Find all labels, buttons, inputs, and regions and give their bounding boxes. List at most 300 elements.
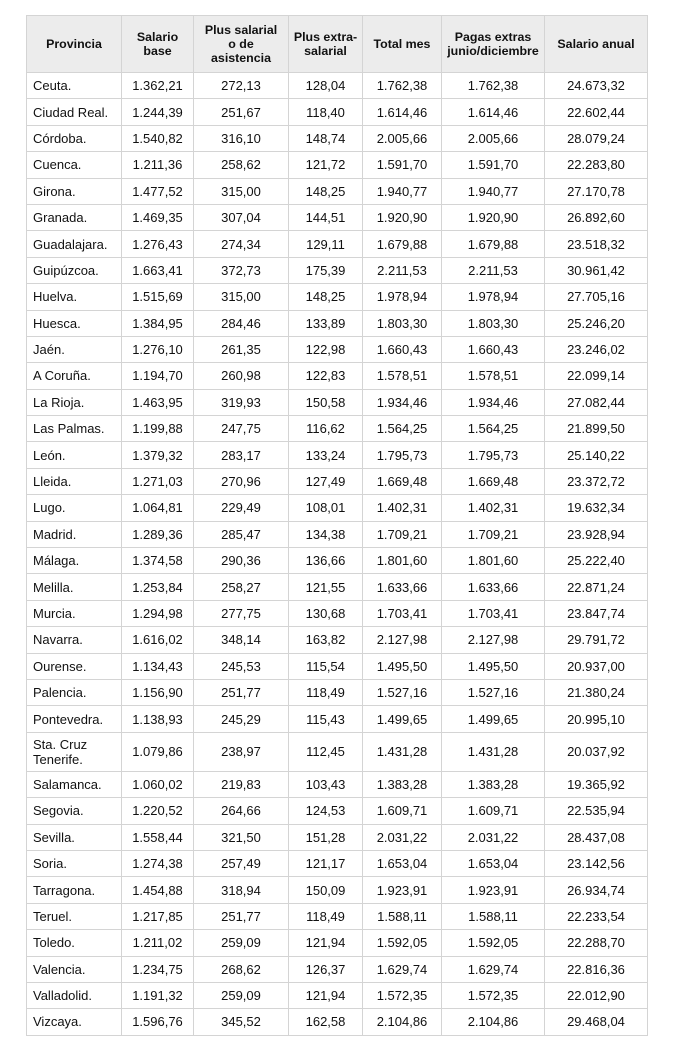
cell-plus-extrasalarial: 108,01: [289, 495, 363, 521]
cell-plus-extrasalarial: 121,17: [289, 850, 363, 876]
cell-total-mes: 1.614,46: [363, 99, 442, 125]
cell-salario-base: 1.199,88: [122, 416, 194, 442]
cell-plus-salarial: 261,35: [194, 336, 289, 362]
cell-pagas-extras: 1.591,70: [442, 152, 545, 178]
cell-total-mes: 1.679,88: [363, 231, 442, 257]
province-cell: Córdoba.: [27, 125, 122, 151]
cell-pagas-extras: 1.431,28: [442, 732, 545, 771]
cell-plus-salarial: 245,29: [194, 706, 289, 732]
table-row: [27, 416, 648, 442]
table-row: [27, 706, 648, 732]
table-row: [27, 99, 648, 125]
province-cell: Tarragona.: [27, 877, 122, 903]
cell-salario-base: 1.253,84: [122, 574, 194, 600]
table-row: [27, 903, 648, 929]
cell-salario-base: 1.477,52: [122, 178, 194, 204]
cell-plus-salarial: 245,53: [194, 653, 289, 679]
cell-salario-anual: 22.099,14: [545, 363, 648, 389]
table-row: [27, 73, 648, 99]
cell-salario-base: 1.379,32: [122, 442, 194, 468]
province-cell: Melilla.: [27, 574, 122, 600]
table-row: [27, 548, 648, 574]
cell-pagas-extras: 1.527,16: [442, 679, 545, 705]
cell-pagas-extras: 1.499,65: [442, 706, 545, 732]
salary-table: [26, 15, 648, 1036]
column-header-total-mes: Total mes: [363, 16, 442, 73]
cell-plus-salarial: 259,09: [194, 982, 289, 1008]
cell-plus-extrasalarial: 133,24: [289, 442, 363, 468]
cell-pagas-extras: 1.592,05: [442, 930, 545, 956]
table-row: [27, 495, 648, 521]
cell-plus-salarial: 316,10: [194, 125, 289, 151]
cell-plus-salarial: 318,94: [194, 877, 289, 903]
cell-plus-extrasalarial: 115,54: [289, 653, 363, 679]
table-row: [27, 257, 648, 283]
cell-salario-base: 1.138,93: [122, 706, 194, 732]
cell-salario-base: 1.274,38: [122, 850, 194, 876]
cell-salario-base: 1.374,58: [122, 548, 194, 574]
province-cell: Granada.: [27, 204, 122, 230]
table-row: [27, 956, 648, 982]
province-cell: Girona.: [27, 178, 122, 204]
cell-salario-base: 1.217,85: [122, 903, 194, 929]
cell-salario-base: 1.663,41: [122, 257, 194, 283]
cell-plus-salarial: 251,77: [194, 903, 289, 929]
province-cell: Ourense.: [27, 653, 122, 679]
province-cell: Vizcaya.: [27, 1009, 122, 1035]
province-cell: Huelva.: [27, 284, 122, 310]
table-row: [27, 679, 648, 705]
table-body: [27, 73, 648, 1036]
cell-salario-base: 1.220,52: [122, 798, 194, 824]
cell-plus-extrasalarial: 121,94: [289, 982, 363, 1008]
cell-plus-extrasalarial: 103,43: [289, 771, 363, 797]
province-cell: Huesca.: [27, 310, 122, 336]
cell-salario-anual: 20.937,00: [545, 653, 648, 679]
province-cell: Valencia.: [27, 956, 122, 982]
table-row: [27, 521, 648, 547]
column-header-pagas-extras: Pagas extras junio/diciembre: [442, 16, 545, 73]
cell-total-mes: 1.978,94: [363, 284, 442, 310]
province-cell: Guipúzcoa.: [27, 257, 122, 283]
cell-total-mes: 1.495,50: [363, 653, 442, 679]
province-cell: Teruel.: [27, 903, 122, 929]
table-row: [27, 125, 648, 151]
province-cell: Málaga.: [27, 548, 122, 574]
cell-salario-base: 1.194,70: [122, 363, 194, 389]
cell-total-mes: 1.564,25: [363, 416, 442, 442]
cell-total-mes: 1.803,30: [363, 310, 442, 336]
province-cell: A Coruña.: [27, 363, 122, 389]
cell-total-mes: 1.591,70: [363, 152, 442, 178]
cell-salario-base: 1.515,69: [122, 284, 194, 310]
cell-total-mes: 1.703,41: [363, 600, 442, 626]
table-row: [27, 336, 648, 362]
cell-plus-salarial: 274,34: [194, 231, 289, 257]
cell-salario-anual: 30.961,42: [545, 257, 648, 283]
cell-salario-anual: 27.082,44: [545, 389, 648, 415]
cell-total-mes: 1.609,71: [363, 798, 442, 824]
cell-total-mes: 1.923,91: [363, 877, 442, 903]
cell-plus-salarial: 229,49: [194, 495, 289, 521]
cell-salario-anual: 24.673,32: [545, 73, 648, 99]
cell-pagas-extras: 2.211,53: [442, 257, 545, 283]
cell-plus-salarial: 258,62: [194, 152, 289, 178]
cell-salario-base: 1.463,95: [122, 389, 194, 415]
table-row: [27, 850, 648, 876]
cell-plus-salarial: 260,98: [194, 363, 289, 389]
cell-plus-salarial: 258,27: [194, 574, 289, 600]
table-row: [27, 930, 648, 956]
cell-salario-anual: 19.632,34: [545, 495, 648, 521]
cell-total-mes: 1.633,66: [363, 574, 442, 600]
cell-salario-anual: 25.140,22: [545, 442, 648, 468]
table-row: [27, 1009, 648, 1035]
column-header-provincia: Provincia: [27, 16, 122, 73]
cell-salario-base: 1.211,02: [122, 930, 194, 956]
cell-salario-anual: 22.535,94: [545, 798, 648, 824]
cell-plus-extrasalarial: 175,39: [289, 257, 363, 283]
column-header-plus-extrasalarial: Plus extra- salarial: [289, 16, 363, 73]
cell-plus-salarial: 348,14: [194, 627, 289, 653]
table-row: [27, 627, 648, 653]
table-row: [27, 771, 648, 797]
cell-salario-anual: 26.934,74: [545, 877, 648, 903]
cell-salario-base: 1.616,02: [122, 627, 194, 653]
cell-salario-anual: 28.079,24: [545, 125, 648, 151]
province-cell: Sta. Cruz Tenerife.: [27, 732, 122, 771]
cell-total-mes: 1.592,05: [363, 930, 442, 956]
cell-pagas-extras: 1.495,50: [442, 653, 545, 679]
cell-salario-anual: 21.380,24: [545, 679, 648, 705]
table-row: [27, 389, 648, 415]
cell-salario-anual: 25.222,40: [545, 548, 648, 574]
column-header-salario-anual: Salario anual: [545, 16, 648, 73]
cell-plus-extrasalarial: 115,43: [289, 706, 363, 732]
cell-pagas-extras: 1.633,66: [442, 574, 545, 600]
cell-pagas-extras: 2.104,86: [442, 1009, 545, 1035]
cell-salario-anual: 23.142,56: [545, 850, 648, 876]
header-row: [27, 16, 648, 73]
cell-plus-salarial: 315,00: [194, 178, 289, 204]
cell-total-mes: 1.709,21: [363, 521, 442, 547]
column-header-salario-base: Salario base: [122, 16, 194, 73]
province-cell: Soria.: [27, 850, 122, 876]
cell-salario-base: 1.362,21: [122, 73, 194, 99]
cell-plus-extrasalarial: 162,58: [289, 1009, 363, 1035]
cell-salario-base: 1.294,98: [122, 600, 194, 626]
cell-salario-anual: 20.037,92: [545, 732, 648, 771]
cell-salario-base: 1.276,10: [122, 336, 194, 362]
table-row: [27, 732, 648, 771]
cell-pagas-extras: 1.402,31: [442, 495, 545, 521]
cell-salario-anual: 22.816,36: [545, 956, 648, 982]
province-cell: Pontevedra.: [27, 706, 122, 732]
salary-table-container: [26, 15, 647, 1036]
cell-salario-base: 1.064,81: [122, 495, 194, 521]
cell-plus-salarial: 259,09: [194, 930, 289, 956]
cell-plus-extrasalarial: 163,82: [289, 627, 363, 653]
province-cell: Madrid.: [27, 521, 122, 547]
cell-plus-extrasalarial: 150,09: [289, 877, 363, 903]
cell-plus-salarial: 321,50: [194, 824, 289, 850]
cell-salario-base: 1.191,32: [122, 982, 194, 1008]
cell-salario-base: 1.596,76: [122, 1009, 194, 1035]
cell-plus-extrasalarial: 118,49: [289, 903, 363, 929]
province-cell: Lugo.: [27, 495, 122, 521]
cell-total-mes: 1.499,65: [363, 706, 442, 732]
cell-pagas-extras: 1.614,46: [442, 99, 545, 125]
cell-plus-salarial: 283,17: [194, 442, 289, 468]
table-row: [27, 798, 648, 824]
cell-total-mes: 1.795,73: [363, 442, 442, 468]
cell-total-mes: 1.629,74: [363, 956, 442, 982]
cell-total-mes: 1.527,16: [363, 679, 442, 705]
table-row: [27, 982, 648, 1008]
cell-total-mes: 1.762,38: [363, 73, 442, 99]
cell-salario-base: 1.060,02: [122, 771, 194, 797]
cell-pagas-extras: 1.653,04: [442, 850, 545, 876]
table-row: [27, 310, 648, 336]
table-row: [27, 877, 648, 903]
province-cell: Cuenca.: [27, 152, 122, 178]
table-row: [27, 152, 648, 178]
cell-pagas-extras: 1.679,88: [442, 231, 545, 257]
cell-plus-extrasalarial: 130,68: [289, 600, 363, 626]
cell-plus-salarial: 284,46: [194, 310, 289, 336]
cell-plus-salarial: 277,75: [194, 600, 289, 626]
cell-salario-base: 1.469,35: [122, 204, 194, 230]
cell-plus-extrasalarial: 134,38: [289, 521, 363, 547]
province-cell: Sevilla.: [27, 824, 122, 850]
cell-pagas-extras: 1.703,41: [442, 600, 545, 626]
cell-pagas-extras: 1.795,73: [442, 442, 545, 468]
cell-total-mes: 1.588,11: [363, 903, 442, 929]
cell-plus-extrasalarial: 124,53: [289, 798, 363, 824]
cell-plus-salarial: 219,83: [194, 771, 289, 797]
cell-pagas-extras: 1.660,43: [442, 336, 545, 362]
cell-plus-salarial: 272,13: [194, 73, 289, 99]
cell-pagas-extras: 1.978,94: [442, 284, 545, 310]
cell-salario-base: 1.271,03: [122, 468, 194, 494]
cell-plus-salarial: 307,04: [194, 204, 289, 230]
cell-salario-base: 1.540,82: [122, 125, 194, 151]
cell-plus-extrasalarial: 128,04: [289, 73, 363, 99]
cell-salario-anual: 22.602,44: [545, 99, 648, 125]
cell-plus-salarial: 251,77: [194, 679, 289, 705]
province-cell: Salamanca.: [27, 771, 122, 797]
cell-plus-salarial: 319,93: [194, 389, 289, 415]
cell-plus-salarial: 345,52: [194, 1009, 289, 1035]
cell-salario-base: 1.079,86: [122, 732, 194, 771]
province-cell: Guadalajara.: [27, 231, 122, 257]
cell-salario-anual: 29.468,04: [545, 1009, 648, 1035]
cell-plus-extrasalarial: 148,74: [289, 125, 363, 151]
cell-salario-base: 1.211,36: [122, 152, 194, 178]
cell-total-mes: 1.578,51: [363, 363, 442, 389]
table-row: [27, 231, 648, 257]
cell-plus-extrasalarial: 122,98: [289, 336, 363, 362]
cell-salario-anual: 23.246,02: [545, 336, 648, 362]
cell-pagas-extras: 1.572,35: [442, 982, 545, 1008]
cell-salario-anual: 22.012,90: [545, 982, 648, 1008]
cell-salario-anual: 27.170,78: [545, 178, 648, 204]
province-cell: Toledo.: [27, 930, 122, 956]
cell-pagas-extras: 2.127,98: [442, 627, 545, 653]
cell-plus-extrasalarial: 144,51: [289, 204, 363, 230]
cell-salario-anual: 22.233,54: [545, 903, 648, 929]
table-row: [27, 178, 648, 204]
cell-plus-extrasalarial: 121,72: [289, 152, 363, 178]
cell-pagas-extras: 1.609,71: [442, 798, 545, 824]
cell-salario-base: 1.276,43: [122, 231, 194, 257]
cell-total-mes: 2.031,22: [363, 824, 442, 850]
cell-pagas-extras: 1.801,60: [442, 548, 545, 574]
cell-pagas-extras: 1.383,28: [442, 771, 545, 797]
cell-plus-salarial: 372,73: [194, 257, 289, 283]
province-cell: Navarra.: [27, 627, 122, 653]
cell-salario-anual: 29.791,72: [545, 627, 648, 653]
cell-total-mes: 1.934,46: [363, 389, 442, 415]
cell-pagas-extras: 1.803,30: [442, 310, 545, 336]
cell-salario-base: 1.156,90: [122, 679, 194, 705]
cell-salario-anual: 23.847,74: [545, 600, 648, 626]
cell-plus-extrasalarial: 118,40: [289, 99, 363, 125]
column-header-plus-salarial: Plus salarial o de asistencia: [194, 16, 289, 73]
cell-salario-base: 1.289,36: [122, 521, 194, 547]
cell-plus-extrasalarial: 148,25: [289, 284, 363, 310]
cell-salario-anual: 26.892,60: [545, 204, 648, 230]
province-cell: Ceuta.: [27, 73, 122, 99]
cell-plus-extrasalarial: 150,58: [289, 389, 363, 415]
cell-pagas-extras: 1.578,51: [442, 363, 545, 389]
cell-salario-anual: 23.928,94: [545, 521, 648, 547]
cell-plus-extrasalarial: 129,11: [289, 231, 363, 257]
table-row: [27, 574, 648, 600]
table-row: [27, 653, 648, 679]
cell-total-mes: 2.005,66: [363, 125, 442, 151]
province-cell: Valladolid.: [27, 982, 122, 1008]
cell-salario-base: 1.244,39: [122, 99, 194, 125]
cell-salario-base: 1.558,44: [122, 824, 194, 850]
cell-pagas-extras: 1.564,25: [442, 416, 545, 442]
cell-salario-anual: 23.518,32: [545, 231, 648, 257]
cell-plus-extrasalarial: 151,28: [289, 824, 363, 850]
cell-plus-extrasalarial: 121,94: [289, 930, 363, 956]
cell-total-mes: 1.383,28: [363, 771, 442, 797]
cell-total-mes: 1.431,28: [363, 732, 442, 771]
province-cell: La Rioja.: [27, 389, 122, 415]
cell-pagas-extras: 2.005,66: [442, 125, 545, 151]
cell-plus-extrasalarial: 148,25: [289, 178, 363, 204]
cell-pagas-extras: 1.940,77: [442, 178, 545, 204]
cell-plus-extrasalarial: 118,49: [289, 679, 363, 705]
cell-total-mes: 2.127,98: [363, 627, 442, 653]
cell-total-mes: 1.572,35: [363, 982, 442, 1008]
cell-salario-anual: 28.437,08: [545, 824, 648, 850]
cell-total-mes: 1.801,60: [363, 548, 442, 574]
cell-plus-extrasalarial: 127,49: [289, 468, 363, 494]
cell-salario-base: 1.454,88: [122, 877, 194, 903]
cell-pagas-extras: 1.669,48: [442, 468, 545, 494]
cell-plus-extrasalarial: 133,89: [289, 310, 363, 336]
province-cell: Las Palmas.: [27, 416, 122, 442]
cell-plus-salarial: 285,47: [194, 521, 289, 547]
cell-plus-salarial: 268,62: [194, 956, 289, 982]
province-cell: León.: [27, 442, 122, 468]
cell-plus-salarial: 270,96: [194, 468, 289, 494]
province-cell: Lleida.: [27, 468, 122, 494]
cell-total-mes: 1.402,31: [363, 495, 442, 521]
province-cell: Ciudad Real.: [27, 99, 122, 125]
province-cell: Jaén.: [27, 336, 122, 362]
table-row: [27, 204, 648, 230]
cell-plus-salarial: 247,75: [194, 416, 289, 442]
cell-pagas-extras: 1.762,38: [442, 73, 545, 99]
cell-plus-salarial: 315,00: [194, 284, 289, 310]
cell-total-mes: 1.653,04: [363, 850, 442, 876]
table-row: [27, 468, 648, 494]
cell-salario-anual: 20.995,10: [545, 706, 648, 732]
cell-pagas-extras: 2.031,22: [442, 824, 545, 850]
cell-total-mes: 1.669,48: [363, 468, 442, 494]
cell-total-mes: 1.920,90: [363, 204, 442, 230]
cell-plus-extrasalarial: 112,45: [289, 732, 363, 771]
cell-salario-anual: 23.372,72: [545, 468, 648, 494]
province-cell: Murcia.: [27, 600, 122, 626]
cell-salario-anual: 22.283,80: [545, 152, 648, 178]
cell-plus-salarial: 264,66: [194, 798, 289, 824]
province-cell: Palencia.: [27, 679, 122, 705]
cell-salario-base: 1.384,95: [122, 310, 194, 336]
cell-total-mes: 1.660,43: [363, 336, 442, 362]
cell-plus-salarial: 251,67: [194, 99, 289, 125]
cell-pagas-extras: 1.920,90: [442, 204, 545, 230]
cell-salario-anual: 27.705,16: [545, 284, 648, 310]
cell-plus-salarial: 290,36: [194, 548, 289, 574]
table-header: [27, 16, 648, 73]
cell-plus-extrasalarial: 116,62: [289, 416, 363, 442]
cell-salario-anual: 19.365,92: [545, 771, 648, 797]
table-row: [27, 442, 648, 468]
cell-salario-base: 1.234,75: [122, 956, 194, 982]
cell-plus-salarial: 238,97: [194, 732, 289, 771]
cell-salario-base: 1.134,43: [122, 653, 194, 679]
cell-plus-extrasalarial: 122,83: [289, 363, 363, 389]
province-cell: Segovia.: [27, 798, 122, 824]
cell-plus-extrasalarial: 136,66: [289, 548, 363, 574]
cell-salario-anual: 25.246,20: [545, 310, 648, 336]
table-row: [27, 284, 648, 310]
cell-pagas-extras: 1.629,74: [442, 956, 545, 982]
cell-plus-extrasalarial: 121,55: [289, 574, 363, 600]
cell-total-mes: 1.940,77: [363, 178, 442, 204]
cell-pagas-extras: 1.709,21: [442, 521, 545, 547]
table-row: [27, 824, 648, 850]
cell-pagas-extras: 1.588,11: [442, 903, 545, 929]
cell-pagas-extras: 1.934,46: [442, 389, 545, 415]
table-row: [27, 363, 648, 389]
cell-plus-extrasalarial: 126,37: [289, 956, 363, 982]
cell-total-mes: 2.211,53: [363, 257, 442, 283]
cell-plus-salarial: 257,49: [194, 850, 289, 876]
table-row: [27, 600, 648, 626]
cell-salario-anual: 22.871,24: [545, 574, 648, 600]
cell-total-mes: 2.104,86: [363, 1009, 442, 1035]
cell-salario-anual: 21.899,50: [545, 416, 648, 442]
cell-salario-anual: 22.288,70: [545, 930, 648, 956]
cell-pagas-extras: 1.923,91: [442, 877, 545, 903]
